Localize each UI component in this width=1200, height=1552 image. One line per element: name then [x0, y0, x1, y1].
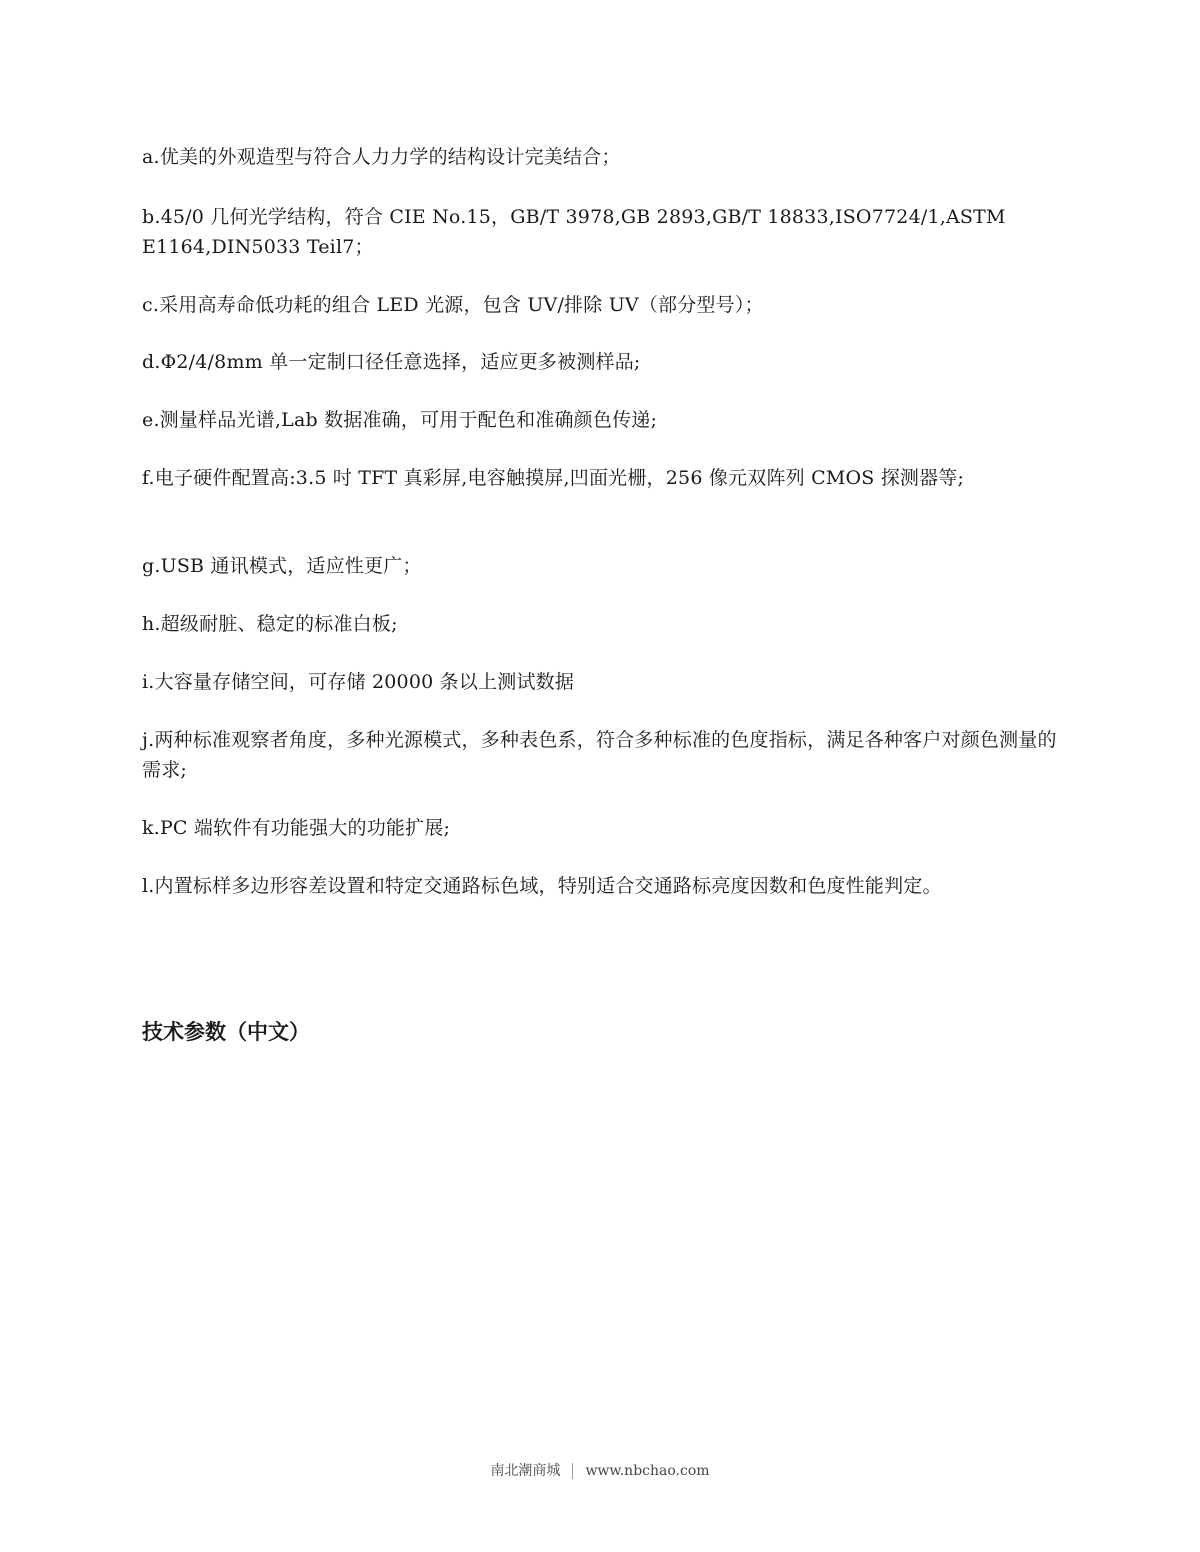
section-heading: 技术参数（中文）	[142, 1020, 310, 1044]
feature-item-b: b.45/0 几何光学结构，符合 CIE No.15，GB/T 3978,GB 2893,GB/T 18833,ISO7724/1,ASTM E1164,DIN5033 Teil7；	[142, 206, 1006, 258]
footer-divider	[572, 1463, 573, 1479]
page-footer	[0, 1460, 1200, 1480]
footer-site-name: 南北潮商城	[490, 1463, 561, 1479]
feature-item-i: i.大容量存储空间，可存储 20000 条以上测试数据	[142, 671, 575, 693]
feature-item-d: d.Φ2/4/8mm 单一定制口径任意选择，适应更多被测样品;	[142, 351, 641, 373]
feature-item-h: h.超级耐脏、稳定的标准白板;	[142, 613, 398, 635]
footer-url[interactable]: www.nbchao.com	[585, 1463, 710, 1479]
feature-item-c: c.采用高寿命低功耗的组合 LED 光源，包含 UV/排除 UV（部分型号）；	[142, 294, 764, 316]
feature-item-j: j.两种标准观察者角度，多种光源模式，多种表色系，符合多种标准的色度指标，满足各种客户对颜色测量的需求;	[142, 729, 1057, 781]
feature-item-f: f.电子硬件配置高:3.5 吋 TFT 真彩屏,电容触摸屏,凹面光栅，256 像元双阵列 CMOS 探测器等;	[142, 467, 965, 489]
feature-item-l: l.内置标样多边形容差设置和特定交通路标色域，特别适合交通路标亮度因数和色度性能判定。	[142, 875, 942, 897]
feature-item-a: a.优美的外观造型与符合人力力学的结构设计完美结合；	[142, 146, 621, 168]
feature-item-e: e.测量样品光谱,Lab 数据准确，可用于配色和准确颜色传递;	[142, 409, 658, 431]
feature-item-k: k.PC 端软件有功能强大的功能扩展;	[142, 817, 451, 839]
feature-item-g: g.USB 通讯模式，适应性更广；	[142, 555, 422, 577]
